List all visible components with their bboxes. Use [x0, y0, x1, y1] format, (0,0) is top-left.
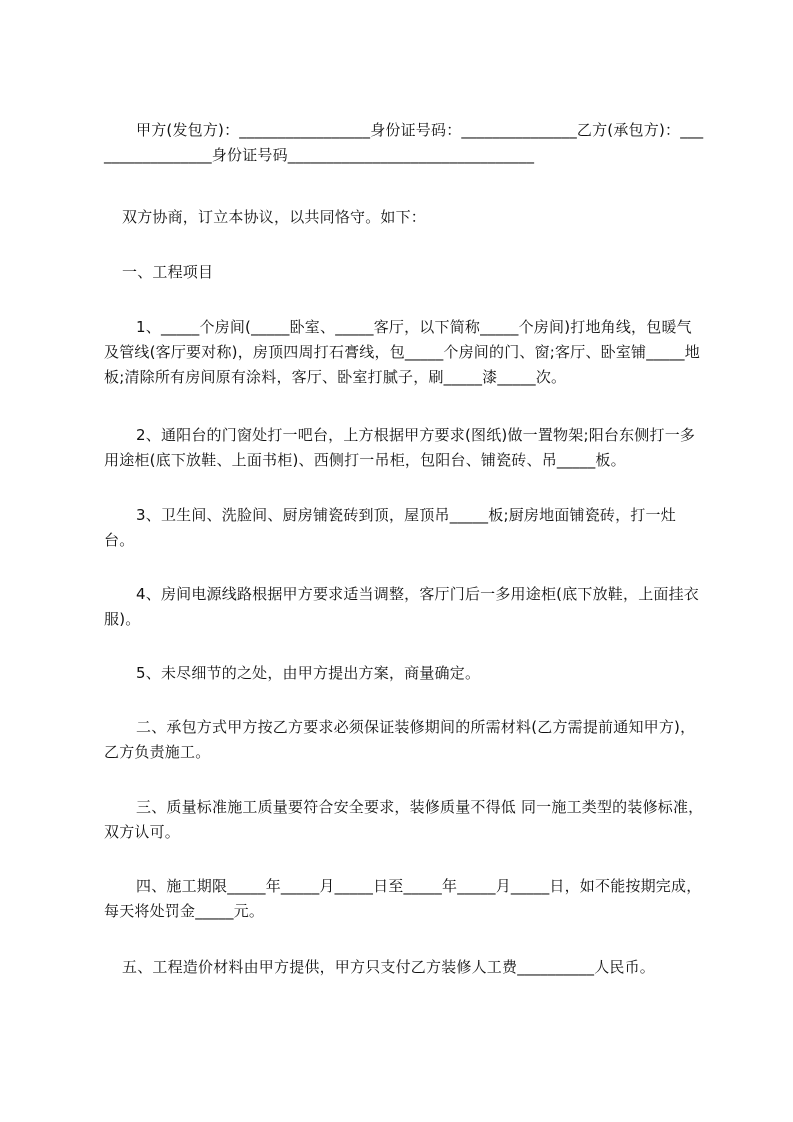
- section-1-title: 一、工程项目: [122, 263, 214, 281]
- section-5: 五、工程造价材料由甲方提供，甲方只支付乙方装修人工费__________人民币。: [122, 958, 656, 976]
- item-4: 4、房间电源线路根据甲方要求适当调整，客厅门后一多用途柜(底下放鞋，上面挂衣服)。: [104, 585, 699, 628]
- section-2: 二、承包方式甲方按乙方要求必须保证装修期间的所需材料(乙方需提前通知甲方)，乙方负责施工。: [104, 718, 696, 761]
- item-5: 5、未尽细节的之处，由甲方提出方案，商量确定。: [136, 664, 481, 682]
- parties-line: 甲方(发包方)：_________________身份证号码：_______________乙方(承包方)：_________________身份证号码________________________________: [104, 121, 704, 164]
- item-3: 3、卫生间、洗脸间、厨房铺瓷砖到顶，屋顶吊_____板;厨房地面铺瓷砖，打一灶台。: [104, 506, 676, 549]
- item-2: 2、通阳台的门窗处打一吧台，上方根据甲方要求(图纸)做一置物架;阳台东侧打一多用途柜(底下放鞋、上面书柜)、西侧打一吊柜，包阳台、铺瓷砖、吊_____板。: [104, 426, 696, 469]
- section-3: 三、质量标准施工质量要符合安全要求，装修质量不得低 同一施工类型的装修标准，双方认可。: [104, 798, 704, 841]
- intro-text: 双方协商，订立本协议，以共同恪守。如下：: [122, 208, 427, 226]
- section-4: 四、施工期限_____年_____月_____日至_____年_____月_____日，如不能按期完成，每天将处罚金_____元。: [104, 877, 702, 920]
- item-1: 1、_____个房间(_____卧室、_____客厅，以下简称_____个房间)打地角线，包暖气及管线(客厅要对称)，房顶四周打石膏线，包_____个房间的门、窗;客厅、卧室铺_____地板;清除所有房间原有涂料，客厅、卧室打腻子，刷_____漆_____次。: [104, 318, 700, 386]
